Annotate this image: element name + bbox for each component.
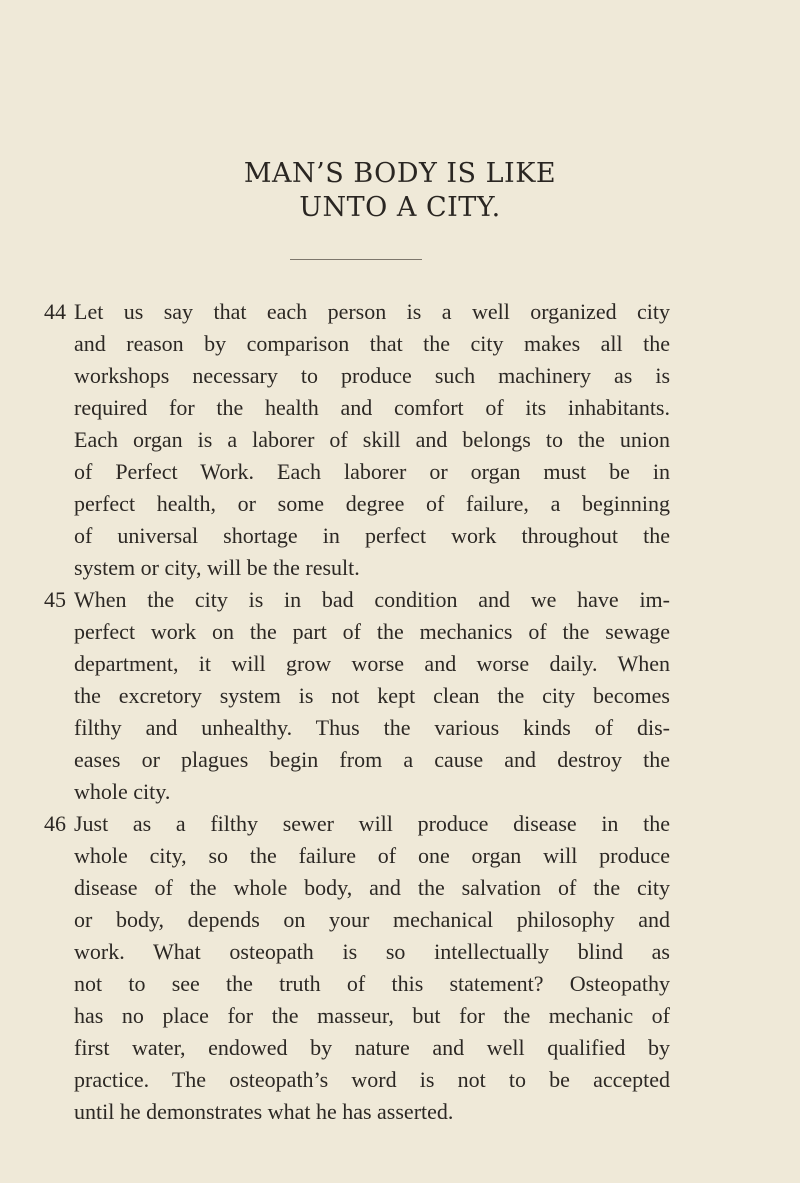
text-line: first water, endowed by nature and well qualified by — [74, 1035, 670, 1060]
text-line: until he demonstrates what he has asserted. — [74, 1099, 454, 1124]
text-line: required for the health and comfort of its inhabitants. — [74, 395, 670, 420]
text-line: workshops necessary to produce such machinery as is — [74, 363, 670, 388]
chapter-title-line-1: MAN’S BODY IS LIKE — [243, 158, 557, 189]
text-line: of universal shortage in perfect work throughout the — [74, 523, 670, 548]
text-line: eases or plagues begin from a cause and destroy the — [74, 747, 670, 772]
text-line: perfect health, or some degree of failure, a beginning — [74, 491, 670, 516]
text-line: department, it will grow worse and worse daily. When — [74, 651, 670, 676]
text-line: or body, depends on your mechanical philosophy and — [74, 907, 670, 932]
title-divider — [290, 259, 422, 260]
text-line: and reason by comparison that the city makes all the — [74, 331, 670, 356]
text-line: Just as a filthy sewer will produce disease in the — [74, 811, 670, 836]
chapter-title-line-2: UNTO A CITY. — [299, 192, 501, 223]
paragraph-number-45: 45 — [44, 587, 66, 612]
text-line: perfect work on the part of the mechanics of the sewage — [74, 619, 670, 644]
text-line: whole city. — [74, 779, 171, 804]
paragraph-number-44: 44 — [44, 299, 66, 324]
text-line: whole city, so the failure of one organ will produce — [74, 843, 670, 868]
text-line: disease of the whole body, and the salvation of the city — [74, 875, 670, 900]
text-line: filthy and unhealthy. Thus the various kinds of dis- — [74, 715, 670, 740]
text-line: When the city is in bad condition and we have im- — [74, 587, 670, 612]
text-line: Let us say that each person is a well organized city — [74, 299, 670, 324]
text-line: the excretory system is not kept clean the city becomes — [74, 683, 670, 708]
text-line: system or city, will be the result. — [74, 555, 360, 580]
paragraph-number-46: 46 — [44, 811, 66, 836]
text-line: of Perfect Work. Each laborer or organ must be in — [74, 459, 670, 484]
text-line: work. What osteopath is so intellectually blind as — [74, 939, 670, 964]
text-line: not to see the truth of this statement? Osteopathy — [74, 971, 670, 996]
text-line: Each organ is a laborer of skill and belongs to the union — [74, 427, 670, 452]
text-line: has no place for the masseur, but for the mechanic of — [74, 1003, 670, 1028]
text-line: practice. The osteopath’s word is not to be accepted — [74, 1067, 670, 1092]
